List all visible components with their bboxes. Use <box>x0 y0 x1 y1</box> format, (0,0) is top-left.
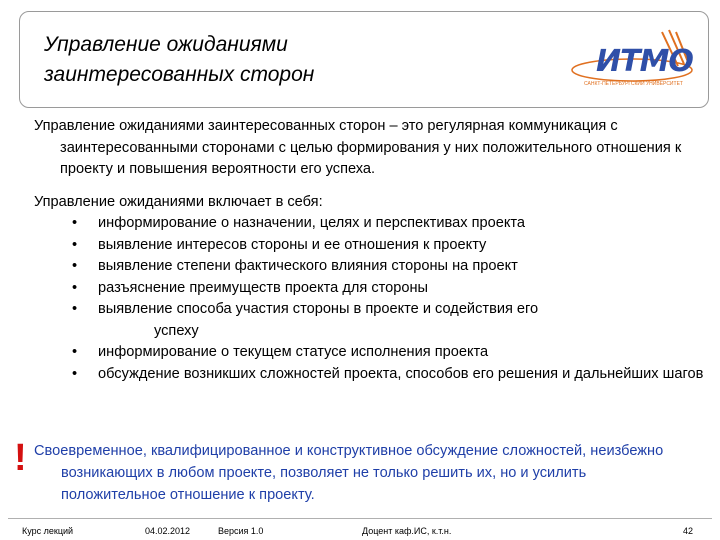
bullet-icon: • <box>72 301 78 317</box>
bullet-icon: • <box>72 365 78 382</box>
footer-version: Версия 1.0 <box>218 526 264 536</box>
slide-title <box>44 30 504 90</box>
list-item: • выявление степени фактического влияния стороны на проект <box>34 256 704 278</box>
definition-term: Управление ожиданиями заинтересованных сторон <box>34 118 386 134</box>
footer-author: Доцент каф.ИС, к.т.н. <box>362 526 452 536</box>
logo-tagline: САНКТ-ПЕТЕРБУРГСКИЙ УНИВЕРСИТЕТ <box>584 81 683 87</box>
bullet-icon: • <box>72 236 78 253</box>
footer-divider <box>8 518 712 519</box>
footer-page-number: 42 <box>683 526 694 536</box>
list-item: • информирование о назначении, целях и перспективах проекта <box>34 213 704 235</box>
slide-content <box>34 116 704 385</box>
list-item: • обсуждение возникших сложностей проекта, способов его решения и дальнейших шагов <box>34 364 704 386</box>
logo-wordmark: ИТМО <box>596 44 693 79</box>
includes-intro: Управление ожиданиями включает в себя: <box>34 193 323 210</box>
title-line-1: Управление ожиданиями <box>44 33 288 56</box>
title-line-2: заинтересованных сторон <box>44 63 315 86</box>
list-item: • информирование о текущем статусе исполнения проекта <box>34 342 704 364</box>
exclamation-icon: ! <box>14 437 27 479</box>
list-item: • выявление способа участия стороны в проекте и содействия его успеху <box>34 299 704 342</box>
definition-text: – это регулярная коммуникация с заинтересованными сторонами с целью формирования у них положительного отношения к проекту и повышения вероятности его успеха. <box>60 118 682 177</box>
list-item: • разъяснение преимуществ проекта для стороны <box>34 278 704 300</box>
footer-date: 04.02.2012 <box>145 526 191 536</box>
list-item-continuation: успеху <box>154 322 199 339</box>
bullet-icon: • <box>72 344 78 360</box>
includes-list <box>34 213 704 385</box>
bullet-icon: • <box>72 279 78 296</box>
bullet-icon: • <box>72 258 78 274</box>
bullet-icon: • <box>72 215 78 231</box>
key-note: Своевременное, квалифицированное и конструктивное обсуждение сложностей, неизбежно возникающих в любом проекте, позволяет не только решить их, но и усилить положительное отношение к проекту. <box>34 443 664 503</box>
definition-paragraph <box>34 116 704 181</box>
itmo-logo <box>570 26 700 96</box>
footer-course: Курс лекций <box>22 526 74 536</box>
list-item: • выявление интересов стороны и ее отношения к проекту <box>34 235 704 257</box>
